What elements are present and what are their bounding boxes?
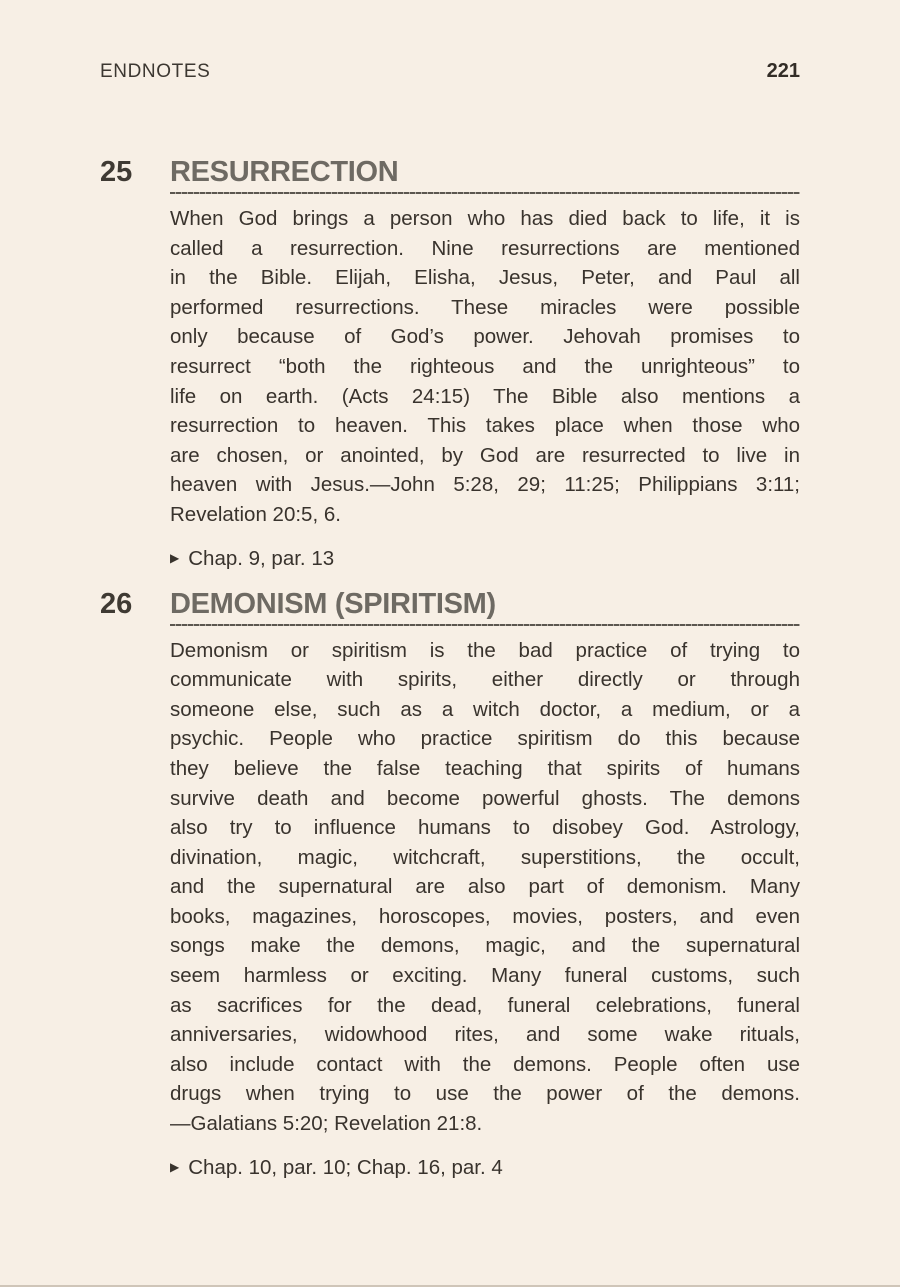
endnote-number: 25 — [100, 156, 133, 188]
endnote-body — [170, 636, 800, 1139]
endnote-title: DEMONISM (SPIRITISM) — [170, 589, 800, 626]
body-text-line: someone else, such as a witch doctor, a medium, or a — [170, 697, 800, 721]
body-text-line: called a resurrection. Nine resurrections are mentioned — [170, 236, 800, 260]
chapter-reference — [170, 1153, 800, 1182]
page-header — [100, 60, 800, 83]
body-text-line: they believe the false teaching that spirits of humans — [170, 756, 800, 780]
endnote-title: RESURRECTION — [170, 157, 800, 194]
body-text-line: as sacrifices for the dead, funeral celebrations, funeral — [170, 993, 800, 1017]
body-text-line: Demonism or spiritism is the bad practice of trying to — [170, 638, 800, 662]
endnote-body — [170, 204, 800, 530]
body-text-line: life on earth. (Acts 24:15) The Bible also mentions a — [170, 384, 800, 408]
running-head: ENDNOTES — [100, 61, 211, 82]
body-text-line: anniversaries, widowhood rites, and some wake rituals, — [170, 1023, 800, 1047]
body-text-line: heaven with Jesus.—John 5:28, 29; 11:25; Philippians 3:11; — [170, 473, 800, 497]
endnote-entry-26 — [100, 589, 800, 1182]
endnote-entry-25 — [100, 157, 800, 573]
body-text-line: songs make the demons, magic, and the supernatural — [170, 934, 800, 958]
endnote-heading — [100, 157, 800, 194]
body-text-line: divination, magic, witchcraft, superstitions, the occult, — [170, 845, 800, 869]
body-text-line: also include contact with the demons. People often use — [170, 1052, 800, 1076]
body-text-line: When God brings a person who has died back to life, it is — [170, 207, 800, 230]
endnote-number: 26 — [100, 587, 133, 620]
body-text-line: communicate with spirits, either directly or through — [170, 668, 800, 692]
body-text-line: psychic. People who practice spiritism do this because — [170, 727, 800, 751]
body-text-line: survive death and become powerful ghosts. The demons — [170, 786, 800, 810]
body-text-line: resurrect “both the righteous and the unrighteous” to — [170, 354, 800, 378]
chapter-reference — [170, 544, 800, 573]
body-text-line: also try to influence humans to disobey God. Astrology, — [170, 816, 800, 840]
reference-text: Chap. 9, par. 13 — [188, 546, 335, 570]
body-text-line: and the supernatural are also part of demonism. Many — [170, 875, 800, 899]
body-text-line: resurrection to heaven. This takes place when those who — [170, 414, 800, 438]
body-text-line: are chosen, or anointed, by God are resurrected to live in — [170, 443, 800, 467]
body-text-line: —Galatians 5:20; Revelation 21:8. — [170, 1112, 483, 1136]
page-number: 221 — [766, 60, 800, 82]
body-text-line: seem harmless or exciting. Many funeral customs, such — [170, 964, 800, 988]
reference-arrow-icon: ▶ — [170, 550, 180, 565]
reference-arrow-icon: ▶ — [170, 1159, 180, 1174]
body-text-line: Revelation 20:5, 6. — [170, 502, 341, 526]
body-text-line: only because of God’s power. Jehovah promises to — [170, 325, 800, 349]
body-text-line: performed resurrections. These miracles were possible — [170, 295, 800, 319]
endnote-heading — [100, 589, 800, 626]
body-text-line: drugs when trying to use the power of the demons. — [170, 1082, 800, 1106]
reference-text: Chap. 10, par. 10; Chap. 16, par. 4 — [188, 1155, 503, 1179]
body-text-line: in the Bible. Elijah, Elisha, Jesus, Peter, and Paul all — [170, 266, 800, 290]
body-text-line: books, magazines, horoscopes, movies, posters, and even — [170, 904, 800, 928]
